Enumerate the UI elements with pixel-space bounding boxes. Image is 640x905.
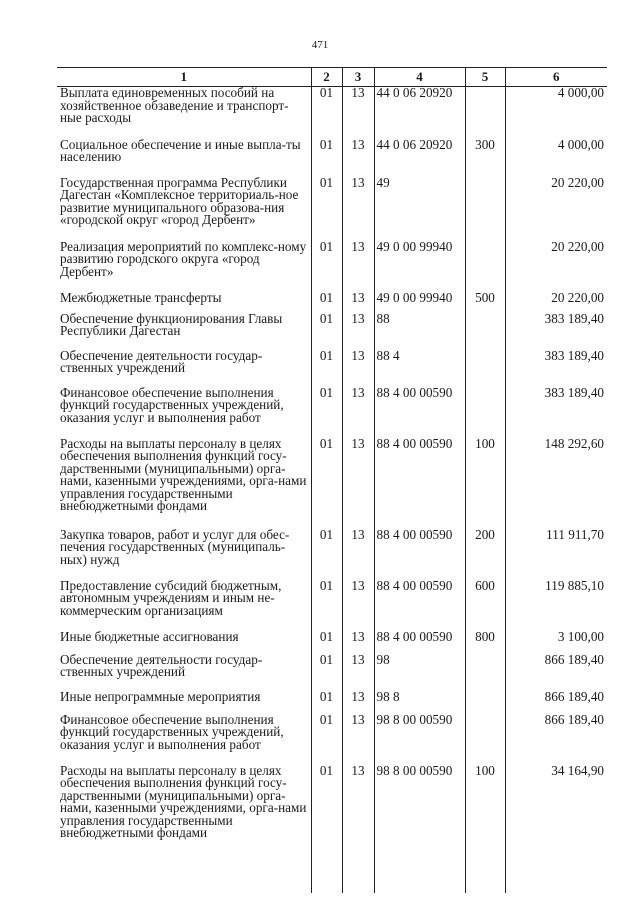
row-target-article: 98 8 00 00590	[374, 765, 465, 857]
row-subsection: 13	[342, 438, 374, 529]
row-section: 01	[311, 529, 342, 580]
row-section: 01	[311, 691, 342, 714]
table-row	[57, 87, 607, 139]
row-target-article: 88 4 00 00590	[374, 580, 465, 631]
row-amount: 119 885,10	[505, 580, 607, 631]
page-number: 471	[311, 39, 329, 51]
row-expense-type: 100	[465, 438, 505, 529]
row-subsection: 13	[342, 691, 374, 714]
row-target-article: 98 8	[374, 691, 465, 714]
row-subsection: 13	[342, 139, 374, 177]
row-section: 01	[311, 631, 342, 654]
row-section: 01	[311, 241, 342, 292]
row-target-article: 44 0 06 20920	[374, 139, 465, 177]
row-amount: 4 000,00	[505, 87, 607, 139]
row-name: Финансовое обеспечение выполнения функций государственных учреждений, оказания услуг и выполнения работ	[60, 711, 284, 752]
row-amount: 383 189,40	[505, 313, 607, 350]
table-row	[57, 580, 607, 631]
row-section: 01	[311, 350, 342, 387]
row-subsection: 13	[342, 313, 374, 350]
row-amount: 20 220,00	[505, 177, 607, 241]
row-amount: 866 189,40	[505, 714, 607, 765]
row-expense-type	[465, 350, 505, 387]
row-name: Выплата единовременных пособий на хозяйственное обзаведение и транспорт-ные расходы	[60, 85, 289, 125]
row-subsection: 13	[342, 177, 374, 241]
table-header-row	[57, 68, 607, 87]
row-target-article: 44 0 06 20920	[374, 87, 465, 139]
row-amount: 383 189,40	[505, 350, 607, 387]
row-expense-type: 300	[465, 139, 505, 177]
row-target-article: 98 8 00 00590	[374, 714, 465, 765]
row-expense-type: 100	[465, 765, 505, 857]
row-target-article: 98	[374, 654, 465, 691]
empty-cell	[311, 857, 342, 893]
column-header-target-article: 4	[374, 68, 465, 87]
row-expense-type: 800	[465, 631, 505, 654]
row-expense-type	[465, 387, 505, 438]
row-amount: 34 164,90	[505, 765, 607, 857]
table-row	[57, 139, 607, 177]
row-subsection: 13	[342, 529, 374, 580]
row-amount: 111 911,70	[505, 529, 607, 580]
row-expense-type: 500	[465, 292, 505, 313]
row-expense-type	[465, 241, 505, 292]
row-section: 01	[311, 87, 342, 139]
row-section: 01	[311, 177, 342, 241]
row-target-article: 88 4 00 00590	[374, 529, 465, 580]
row-section: 01	[311, 580, 342, 631]
row-target-article: 88 4 00 00590	[374, 387, 465, 438]
row-expense-type	[465, 177, 505, 241]
row-expense-type	[465, 714, 505, 765]
column-header-subsection: 3	[342, 68, 374, 87]
table-row	[57, 177, 607, 241]
row-amount: 866 189,40	[505, 654, 607, 691]
empty-cell	[374, 857, 465, 893]
empty-cell	[342, 857, 374, 893]
table-row	[57, 714, 607, 765]
row-name: Закупка товаров, работ и услуг для обес-печения государственных (муниципаль-ных) нужд	[60, 526, 290, 567]
table-bottom-space	[57, 857, 607, 893]
row-section: 01	[311, 313, 342, 350]
row-subsection: 13	[342, 387, 374, 438]
table-row	[57, 529, 607, 580]
table-row	[57, 313, 607, 350]
row-name: Финансовое обеспечение выполнения функций государственных учреждений, оказания услуг и выполнения работ	[60, 384, 284, 425]
row-target-article: 88 4	[374, 350, 465, 387]
row-subsection: 13	[342, 87, 374, 139]
row-subsection: 13	[342, 241, 374, 292]
empty-cell	[57, 857, 311, 893]
row-amount: 866 189,40	[505, 691, 607, 714]
row-subsection: 13	[342, 631, 374, 654]
row-expense-type: 200	[465, 529, 505, 580]
row-subsection: 13	[342, 350, 374, 387]
table-row	[57, 292, 607, 313]
row-name: Межбюджетные трансферты	[60, 289, 222, 305]
row-target-article: 88 4 00 00590	[374, 438, 465, 529]
row-section: 01	[311, 714, 342, 765]
table-row	[57, 765, 607, 857]
row-name: Иные непрограммные мероприятия	[60, 688, 261, 704]
column-header-amount: 6	[505, 68, 607, 87]
table-row	[57, 350, 607, 387]
empty-cell	[465, 857, 505, 893]
row-name: Расходы на выплаты персоналу в целях обеспечения выполнения функций госу-дарственными (муниципальными) орга-нами, казенными учреждениями, орга-нами управления государственными внебюджетными фондами	[60, 435, 307, 513]
column-header-expense-type: 5	[465, 68, 505, 87]
row-subsection: 13	[342, 292, 374, 313]
row-target-article: 88	[374, 313, 465, 350]
row-amount: 383 189,40	[505, 387, 607, 438]
row-section: 01	[311, 438, 342, 529]
row-name: Обеспечение деятельности государ-ственных учреждений	[60, 347, 263, 375]
row-name: Государственная программа Республики Дагестан «Комплексное территориаль-ное развитие муниципального образова-ния «городской округ «город Дербент»	[60, 174, 299, 227]
row-name: Предоставление субсидий бюджетным, автономным учреждениям и иным не-коммерческим организациям	[60, 577, 282, 618]
row-name: Расходы на выплаты персоналу в целях обеспечения выполнения функций госу-дарственными (муниципальными) орга-нами, казенными учреждениями, орга-нами управления государственными внебюджетными фондами	[60, 762, 307, 840]
row-subsection: 13	[342, 714, 374, 765]
row-expense-type	[465, 87, 505, 139]
table-row	[57, 654, 607, 691]
row-target-article: 49	[374, 177, 465, 241]
row-name: Реализация мероприятий по комплекс-ному развитию городского округа «город Дербент»	[60, 238, 307, 279]
row-expense-type	[465, 654, 505, 691]
row-section: 01	[311, 139, 342, 177]
table-row	[57, 631, 607, 654]
row-subsection: 13	[342, 765, 374, 857]
row-name: Иные бюджетные ассигнования	[60, 628, 239, 644]
row-amount: 4 000,00	[505, 139, 607, 177]
row-name: Обеспечение деятельности государ-ственных учреждений	[60, 651, 263, 679]
table-row	[57, 387, 607, 438]
row-amount: 148 292,60	[505, 438, 607, 529]
row-section: 01	[311, 387, 342, 438]
row-amount: 3 100,00	[505, 631, 607, 654]
row-expense-type	[465, 313, 505, 350]
empty-cell	[505, 857, 607, 893]
row-target-article: 88 4 00 00590	[374, 631, 465, 654]
table-row	[57, 241, 607, 292]
table-row	[57, 438, 607, 529]
column-header-section: 2	[311, 68, 342, 87]
row-expense-type	[465, 691, 505, 714]
row-amount: 20 220,00	[505, 241, 607, 292]
row-name: Обеспечение функционирования Главы Республики Дагестан	[60, 310, 283, 338]
row-section: 01	[311, 654, 342, 691]
column-header-name: 1	[57, 68, 311, 87]
row-subsection: 13	[342, 580, 374, 631]
row-name: Социальное обеспечение и иные выпла-ты населению	[60, 136, 301, 164]
row-section: 01	[311, 292, 342, 313]
budget-table	[57, 67, 607, 893]
row-amount: 20 220,00	[505, 292, 607, 313]
table-row	[57, 691, 607, 714]
row-section: 01	[311, 765, 342, 857]
row-target-article: 49 0 00 99940	[374, 292, 465, 313]
row-expense-type: 600	[465, 580, 505, 631]
table-body	[57, 87, 607, 893]
row-subsection: 13	[342, 654, 374, 691]
row-target-article: 49 0 00 99940	[374, 241, 465, 292]
